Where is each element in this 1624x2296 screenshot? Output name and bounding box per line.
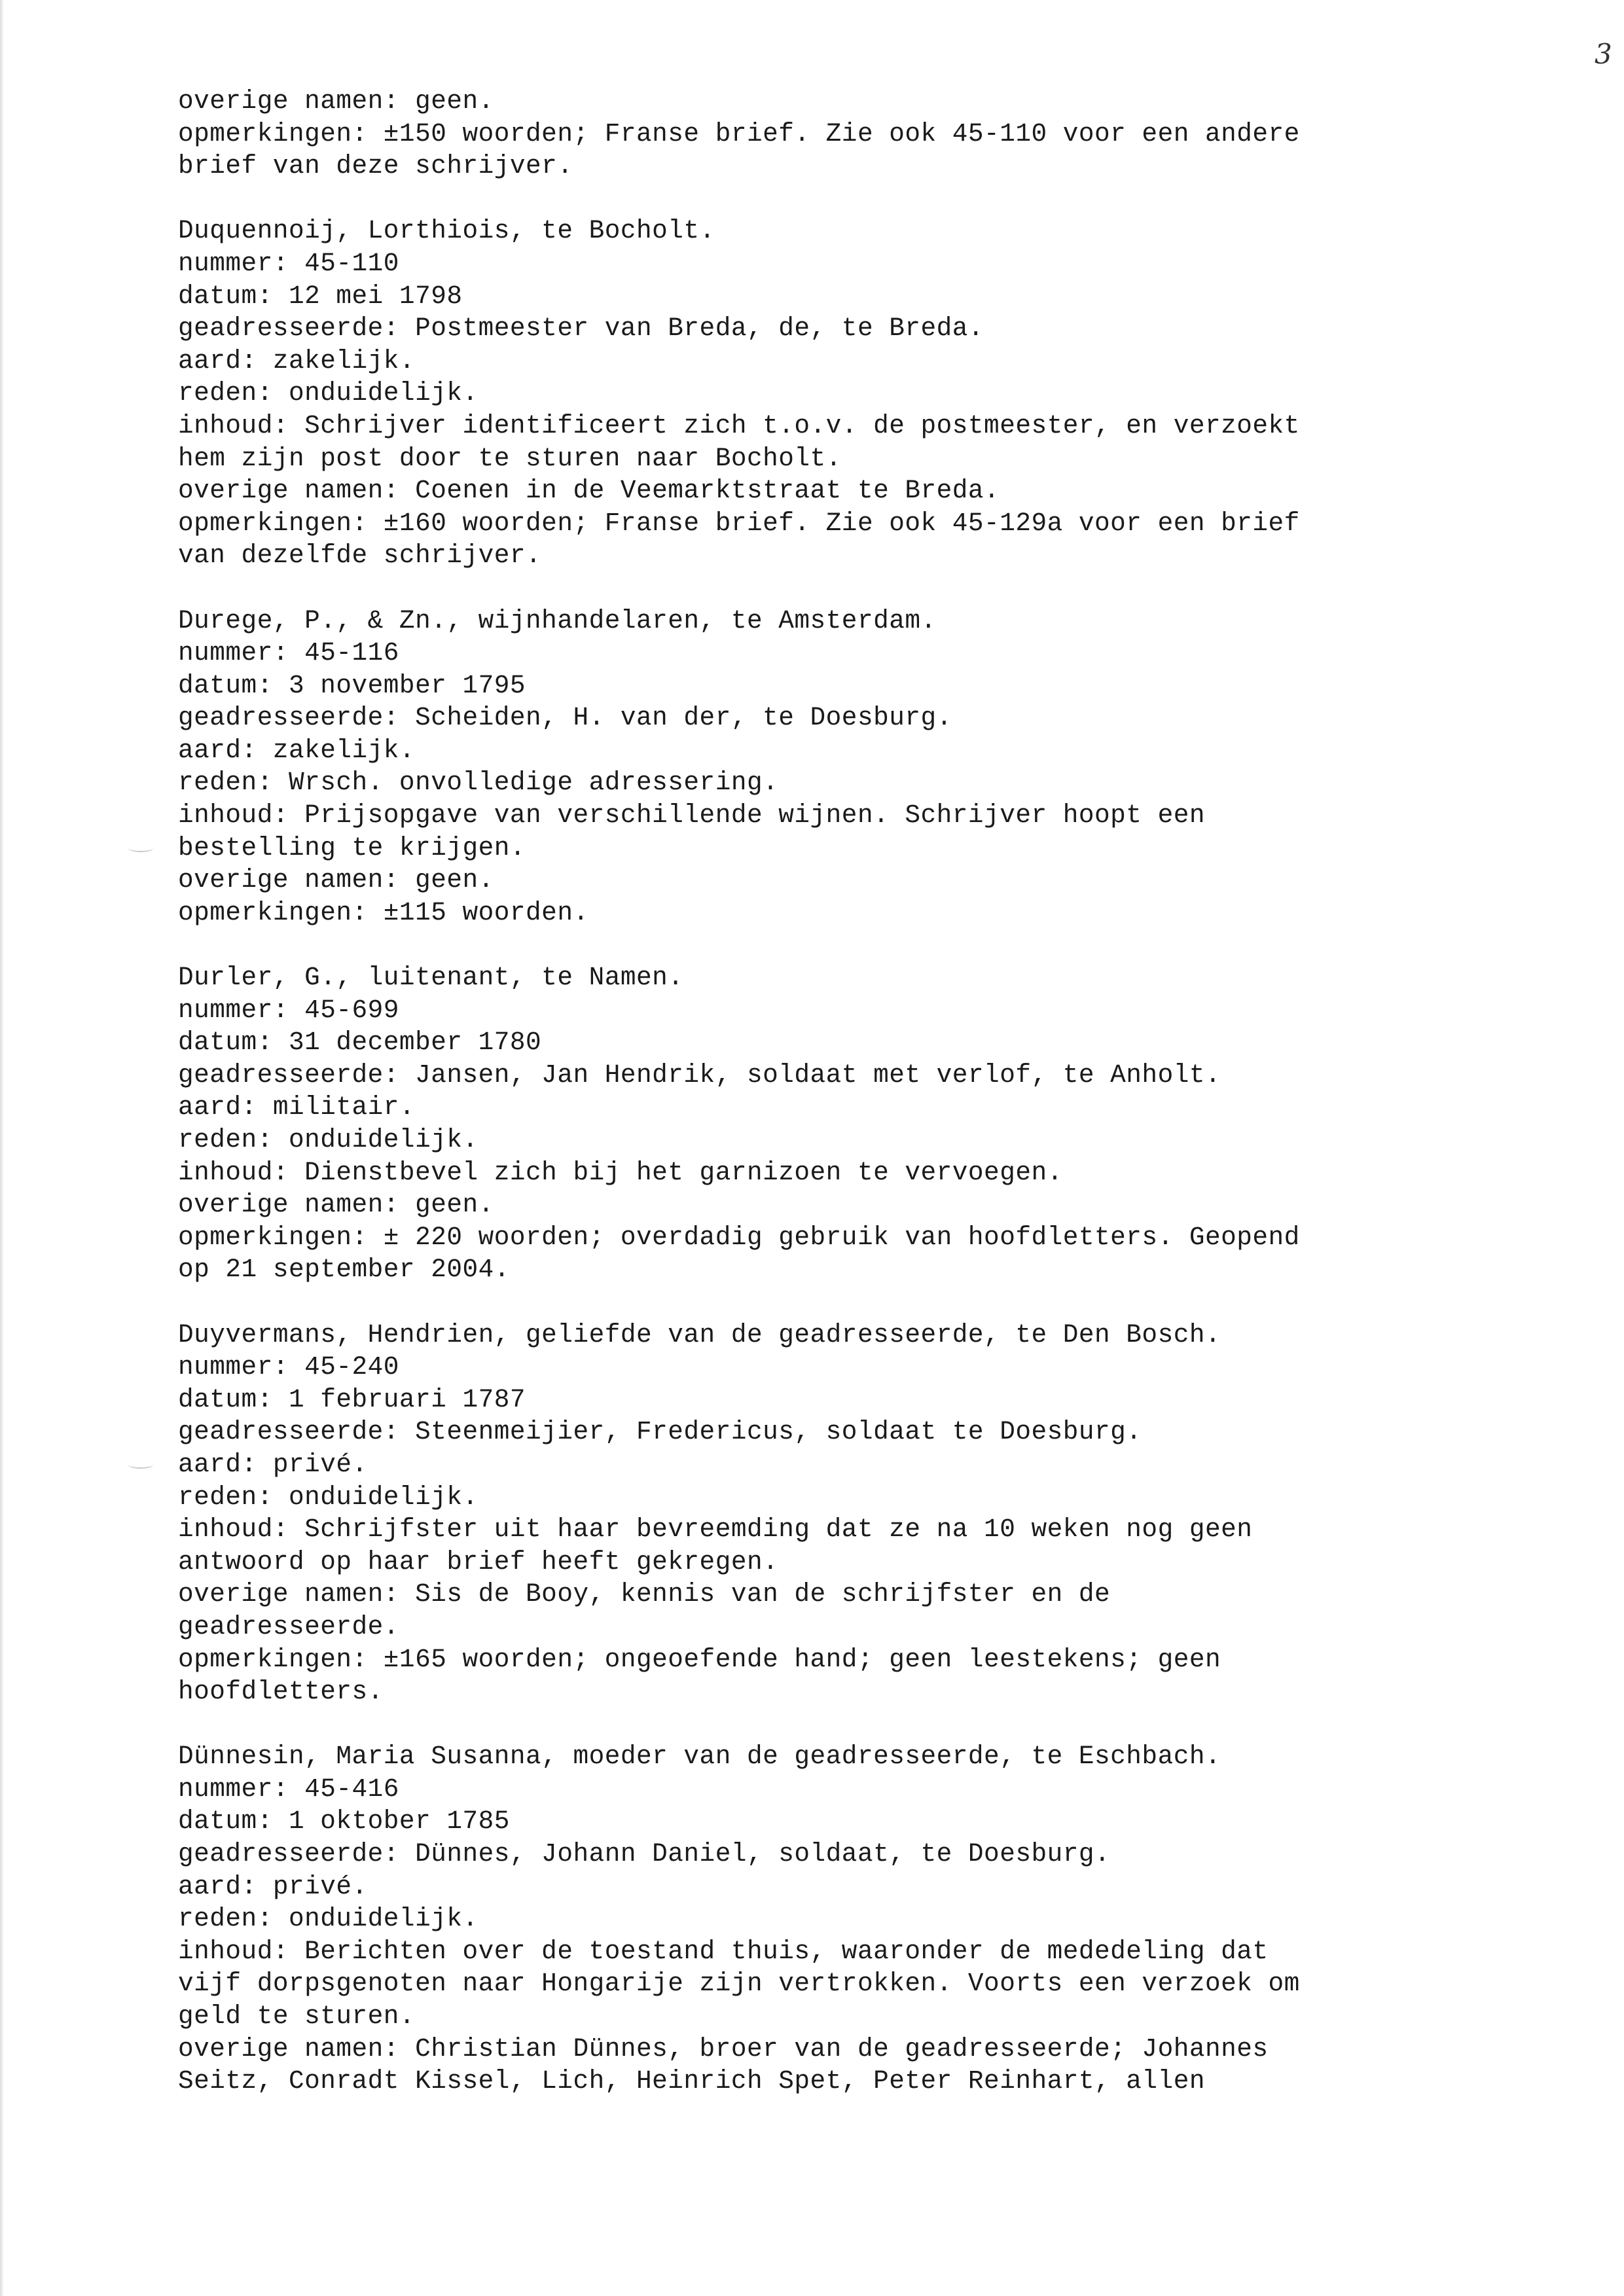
text-line: Durege, P., & Zn., wijnhandelaren, te Amsterdam. (178, 605, 937, 636)
text-line: overige namen: geen. (178, 86, 494, 116)
text-line: van dezelfde schrijver. (178, 541, 542, 571)
text-line: nummer: 45-416 (178, 1774, 399, 1804)
entry-separator (178, 929, 1500, 961)
text-line: geld te sturen. (178, 2001, 416, 2032)
text-line: bestelling te krijgen. (178, 833, 526, 863)
text-line: overige namen: Sis de Booy, kennis van de schrijfster en de (178, 1579, 1111, 1609)
text-line: reden: Wrsch. onvolledige adressering. (178, 768, 779, 798)
text-line: inhoud: Schrijfster uit haar bevreemding dat ze na 10 weken nog geen (178, 1515, 1253, 1545)
text-line: brief van deze schrijver. (178, 151, 573, 181)
text-line: inhoud: Berichten over de toestand thuis, waaronder de mededeling dat (178, 1936, 1269, 1966)
text-line: vijf dorpsgenoten naar Hongarije zijn vertrokken. Voorts een verzoek om (178, 1969, 1300, 1999)
text-line: inhoud: Dienstbevel zich bij het garnizoen te vervoegen. (178, 1157, 1063, 1187)
text-line: datum: 31 december 1780 (178, 1028, 542, 1058)
entry-separator (178, 572, 1500, 605)
text-line: Duyvermans, Hendrien, geliefde van de geadresseerde, te Den Bosch. (178, 1319, 1221, 1350)
text-line: datum: 12 mei 1798 (178, 281, 463, 311)
text-line: geadresseerde: Dünnes, Johann Daniel, soldaat, te Doesburg. (178, 1839, 1111, 1869)
text-line: opmerkingen: ±160 woorden; Franse brief. Zie ook 45-129a voor een brief (178, 508, 1300, 538)
text-line: overige namen: geen. (178, 1190, 494, 1220)
text-line: reden: onduidelijk. (178, 378, 478, 408)
text-line: datum: 1 februari 1787 (178, 1384, 526, 1414)
text-line: geadresseerde: Postmeester van Breda, de, te Breda. (178, 314, 984, 344)
text-line: Duquennoij, Lorthiois, te Bocholt. (178, 216, 715, 246)
text-line: hoofdletters. (178, 1677, 384, 1707)
text-line: nummer: 45-240 (178, 1352, 399, 1382)
text-line: Durler, G., luitenant, te Namen. (178, 963, 684, 993)
text-line: opmerkingen: ±165 woorden; ongeoefende hand; geen leestekens; geen (178, 1644, 1221, 1674)
text-line: opmerkingen: ± 220 woorden; overdadig gebruik van hoofdletters. Geopend (178, 1222, 1300, 1252)
text-line: opmerkingen: ±115 woorden. (178, 897, 589, 927)
entry-separator (178, 1708, 1500, 1741)
text-line: aard: zakelijk. (178, 346, 416, 376)
text-line: Seitz, Conradt Kissel, Lich, Heinrich Spet, Peter Reinhart, allen (178, 2066, 1205, 2096)
text-line: inhoud: Prijsopgave van verschillende wijnen. Schrijver hoopt een (178, 800, 1205, 831)
text-line: nummer: 45-110 (178, 248, 399, 278)
text-line: datum: 1 oktober 1785 (178, 1806, 510, 1837)
text-line: geadresseerde: Jansen, Jan Hendrik, soldaat met verlof, te Anholt. (178, 1060, 1221, 1090)
text-line: inhoud: Schrijver identificeert zich t.o.v. de postmeester, en verzoekt (178, 410, 1300, 440)
text-line: aard: privé. (178, 1871, 368, 1901)
text-line: Dünnesin, Maria Susanna, moeder van de geadresseerde, te Eschbach. (178, 1742, 1221, 1772)
letter-catalog-text (178, 85, 1500, 2098)
text-line: reden: onduidelijk. (178, 1125, 478, 1155)
text-line: geadresseerde: Scheiden, H. van der, te Doesburg. (178, 703, 952, 733)
text-line: reden: onduidelijk. (178, 1904, 478, 1934)
page-number: 3 (1595, 38, 1612, 70)
text-line: geadresseerde: Steenmeijier, Fredericus, soldaat te Doesburg. (178, 1417, 1142, 1447)
text-line: hem zijn post door te sturen naar Bocholt. (178, 443, 842, 473)
text-line: geadresseerde. (178, 1611, 399, 1641)
text-line: aard: privé. (178, 1449, 368, 1479)
text-line: datum: 3 november 1795 (178, 670, 526, 700)
text-line: overige namen: Coenen in de Veemarktstraat te Breda. (178, 476, 1000, 506)
entry-separator (178, 183, 1500, 215)
text-line: antwoord op haar brief heeft gekregen. (178, 1547, 779, 1577)
text-line: opmerkingen: ±150 woorden; Franse brief. Zie ook 45-110 voor een andere (178, 118, 1300, 149)
text-line: nummer: 45-699 (178, 995, 399, 1025)
scan-mark (128, 1461, 153, 1469)
text-line: overige namen: geen. (178, 865, 494, 895)
text-line: op 21 september 2004. (178, 1255, 510, 1285)
text-line: nummer: 45-116 (178, 638, 399, 668)
entry-separator (178, 1286, 1500, 1319)
text-line: overige namen: Christian Dünnes, broer van de geadresseerde; Johannes (178, 2034, 1269, 2064)
text-line: aard: zakelijk. (178, 735, 416, 765)
text-line: reden: onduidelijk. (178, 1482, 478, 1512)
scan-mark (128, 844, 153, 852)
text-line: aard: militair. (178, 1092, 416, 1122)
scan-edge-shadow (0, 0, 4, 2296)
